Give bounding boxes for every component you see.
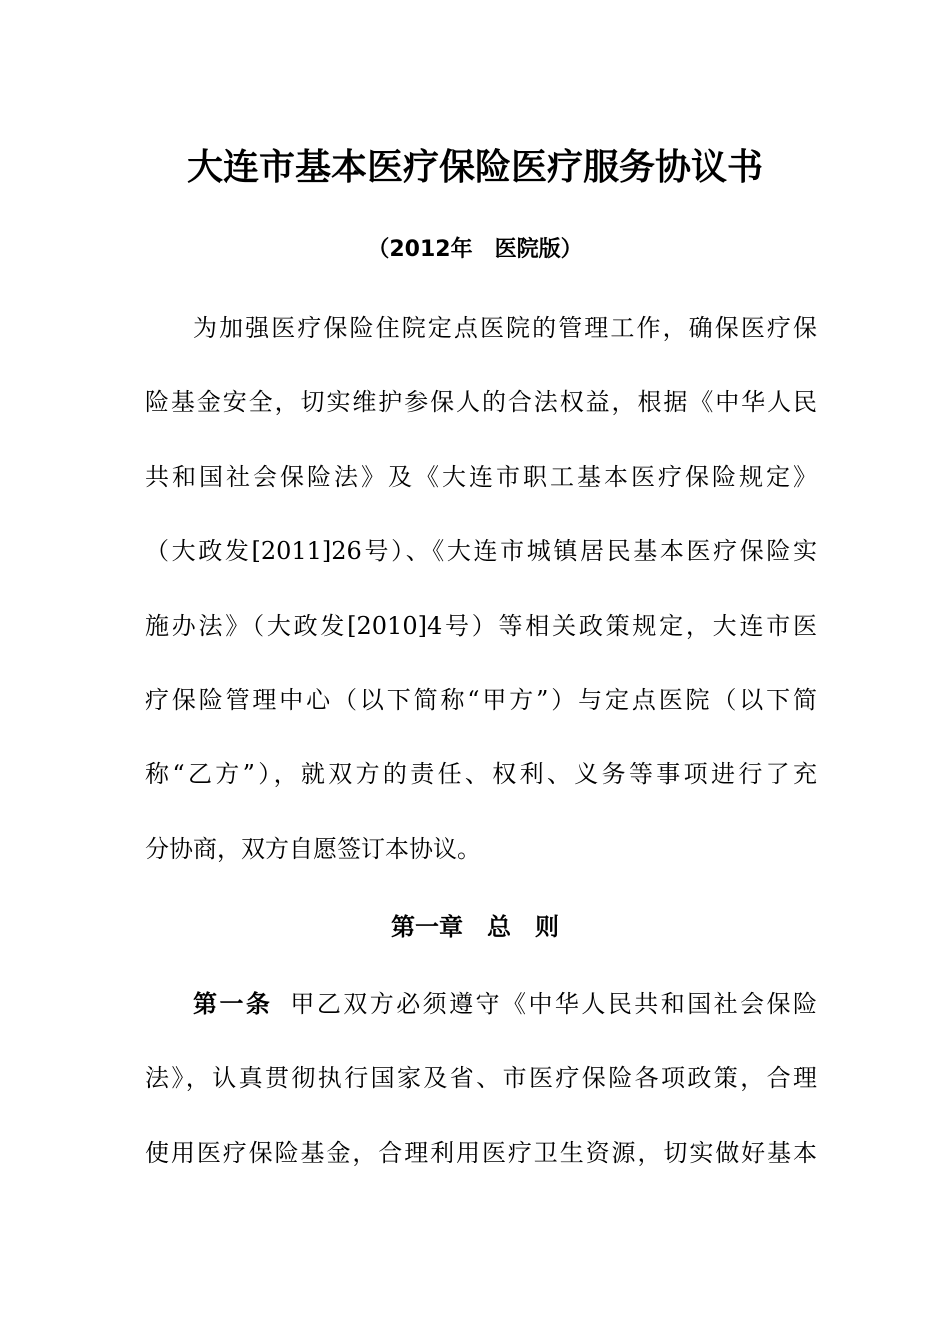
preamble-line: 险基金安全，切实维护参保人的合法权益，根据《中华人民 (145, 388, 817, 417)
preamble-line: 疗保险管理中心（以下简称“甲方”）与定点医院（以下简 (145, 685, 817, 714)
article-1-line: 使用医疗保险基金，合理利用医疗卫生资源，切实做好基本 (145, 1138, 817, 1167)
chapter-heading: 第一章 总 则 (391, 913, 559, 941)
article-1-text: 甲乙双方必须遵守《中华人民共和国社会保险 (290, 990, 818, 1018)
document-subtitle: （2012年 医院版） (367, 237, 583, 262)
article-1-paragraph (145, 967, 817, 1190)
preamble-paragraph (145, 291, 817, 886)
preamble-line: 共和国社会保险法》及《大连市职工基本医疗保险规定》 (145, 462, 817, 491)
preamble-line: （大政发[2011]26号）、《大连市城镇居民基本医疗保险实 (145, 537, 817, 566)
article-1-label: 第一条 (193, 990, 273, 1018)
preamble-line: 为加强医疗保险住院定点医院的管理工作，确保医疗保 (193, 314, 817, 342)
document-title: 大连市基本医疗保险医疗服务协议书 (186, 147, 763, 188)
article-1-line: 法》，认真贯彻执行国家及省、市医疗保险各项政策，合理 (145, 1064, 817, 1093)
preamble-line: 分协商，双方自愿签订本协议。 (145, 834, 481, 863)
preamble-line: 称“乙方”），就双方的责任、权利、义务等事项进行了充 (145, 760, 817, 789)
article-1-line (145, 967, 817, 1041)
preamble-line: 施办法》（大政发[2010]4号）等相关政策规定，大连市医 (145, 611, 817, 640)
